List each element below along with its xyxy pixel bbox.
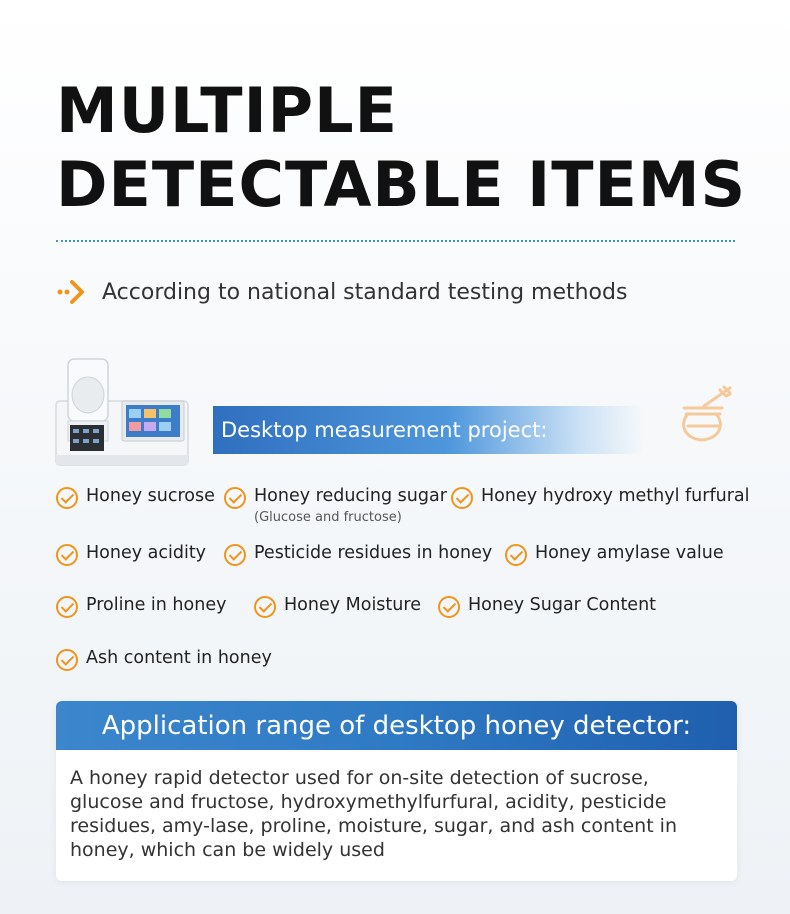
dotted-divider bbox=[56, 240, 735, 242]
check-circle-icon bbox=[56, 649, 78, 671]
application-range-header bbox=[56, 701, 737, 750]
honey-pot-icon bbox=[674, 384, 738, 448]
check-circle-icon bbox=[254, 596, 276, 618]
item-label: Honey sucrose bbox=[86, 486, 215, 506]
check-circle-icon bbox=[451, 487, 473, 509]
subtitle-row bbox=[56, 272, 627, 312]
list-item bbox=[56, 648, 272, 671]
measurement-project-banner bbox=[213, 406, 643, 454]
item-label: Pesticide residues in honey bbox=[254, 543, 493, 563]
check-circle-icon bbox=[505, 544, 527, 566]
item-label: Ash content in honey bbox=[86, 648, 272, 668]
check-circle-icon bbox=[224, 487, 246, 509]
check-circle-icon bbox=[56, 544, 78, 566]
item-label: Honey Sugar Content bbox=[468, 595, 657, 615]
application-range-card bbox=[56, 701, 737, 881]
application-range-title: Application range of desktop honey detector: bbox=[101, 710, 692, 741]
item-label: Proline in honey bbox=[86, 595, 227, 615]
list-item bbox=[56, 543, 206, 566]
check-circle-icon bbox=[224, 544, 246, 566]
item-label: Honey acidity bbox=[86, 543, 207, 563]
list-item bbox=[438, 595, 656, 618]
double-chevron-arrow-icon bbox=[56, 274, 92, 310]
page-title bbox=[56, 74, 746, 222]
item-label: Honey hydroxy methyl furfural bbox=[481, 486, 750, 506]
item-label: Honey Moisture bbox=[284, 595, 421, 615]
check-circle-icon bbox=[56, 487, 78, 509]
title-line-2: DETECTABLE ITEMS bbox=[56, 148, 747, 221]
subtitle-text: According to national standard testing methods bbox=[102, 279, 628, 305]
detector-device-image bbox=[54, 355, 192, 467]
list-item bbox=[224, 543, 492, 566]
item-label: Honey reducing sugar bbox=[254, 486, 447, 506]
application-range-body: A honey rapid detector used for on-site detection of sucrose, glucose and fructose, hydroxymethylfurfural, acidity, pesticide residues, amy-lase, proline, moisture, sugar, and ash content in honey, which can be widely used bbox=[70, 767, 677, 861]
list-item bbox=[56, 595, 226, 618]
list-item bbox=[224, 486, 447, 525]
check-circle-icon bbox=[56, 596, 78, 618]
item-note: (Glucose and fructose) bbox=[254, 510, 402, 525]
list-item bbox=[254, 595, 421, 618]
banner-title: Desktop measurement project: bbox=[221, 418, 548, 442]
item-label: Honey amylase value bbox=[535, 543, 724, 563]
list-item bbox=[451, 486, 749, 509]
check-circle-icon bbox=[438, 596, 460, 618]
title-line-1: MULTIPLE bbox=[56, 74, 398, 147]
list-item bbox=[505, 543, 724, 566]
list-item bbox=[56, 486, 215, 509]
